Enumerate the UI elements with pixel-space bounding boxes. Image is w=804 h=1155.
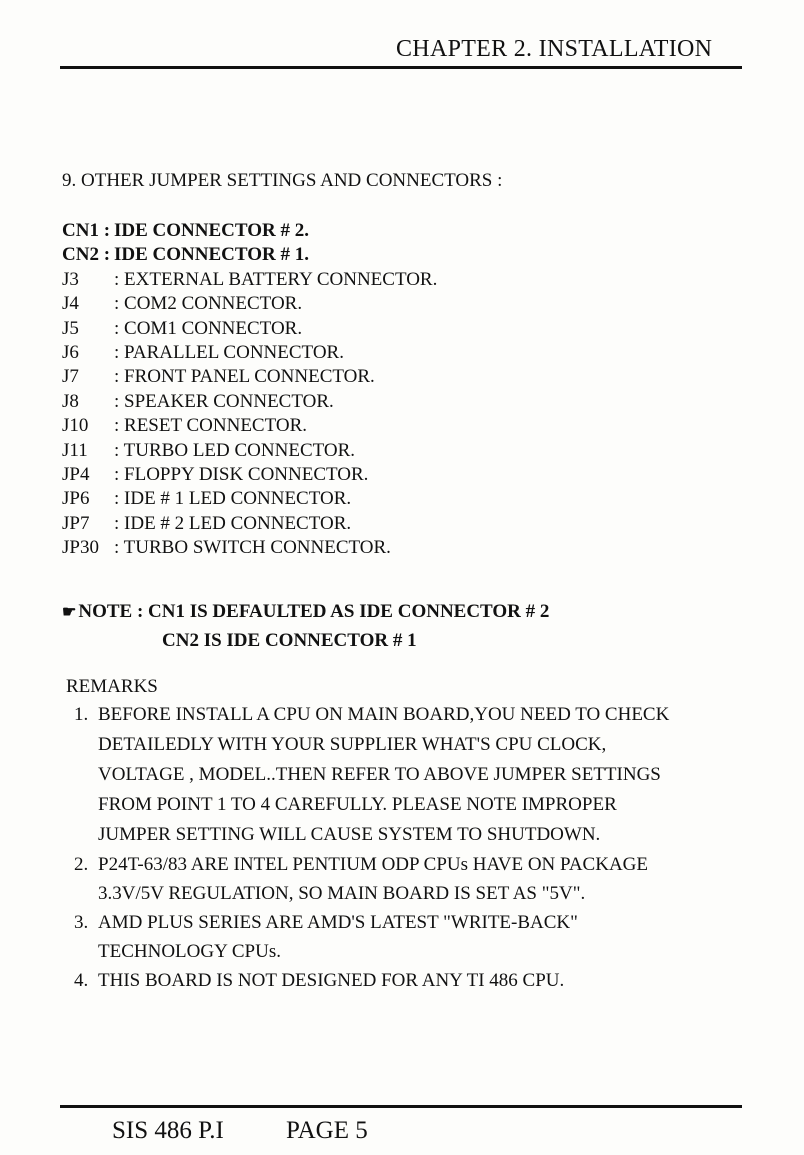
remark-item xyxy=(74,908,754,966)
connector-row xyxy=(62,341,437,365)
chapter-title: CHAPTER 2. INSTALLATION xyxy=(396,36,713,62)
remark-line: BEFORE INSTALL A CPU ON MAIN BOARD,YOU NEED TO CHECK xyxy=(98,704,670,725)
remark-line: AMD PLUS SERIES ARE AMD'S LATEST "WRITE-BACK" xyxy=(98,912,578,933)
remark-item xyxy=(74,850,754,908)
connector-row xyxy=(62,365,437,389)
note-text: NOTE : CN1 IS DEFAULTED AS IDE CONNECTOR # 2 xyxy=(78,601,550,622)
connector-id: J5 xyxy=(62,317,79,339)
connector-row xyxy=(62,512,437,536)
connector-id: JP30 xyxy=(62,537,99,559)
remark-line: THIS BOARD IS NOT DESIGNED FOR ANY TI 486 CPU. xyxy=(98,970,565,991)
connector-id: J7 xyxy=(62,366,79,388)
connector-id: J3 xyxy=(62,268,79,290)
connector-id: J4 xyxy=(62,293,79,315)
remark-item xyxy=(74,700,754,850)
note-line xyxy=(62,597,549,626)
pointing-hand-icon: ☛ xyxy=(62,604,77,621)
connector-desc: : SPEAKER CONNECTOR. xyxy=(114,390,334,412)
connector-row xyxy=(62,390,437,414)
remark-number: 1. xyxy=(74,704,89,725)
connector-id: CN2 : xyxy=(62,244,111,266)
connector-id: J6 xyxy=(62,341,79,363)
remark-number: 4. xyxy=(74,970,89,991)
remark-number: 3. xyxy=(74,912,89,933)
connector-row xyxy=(62,463,437,487)
footer-rule xyxy=(60,1105,742,1108)
section-title: 9. OTHER JUMPER SETTINGS AND CONNECTORS : xyxy=(62,170,503,191)
connector-id: J8 xyxy=(62,390,79,412)
connector-desc: : TURBO SWITCH CONNECTOR. xyxy=(114,537,391,559)
note-line xyxy=(62,626,549,655)
remark-line: 3.3V/5V REGULATION, SO MAIN BOARD IS SET AS "5V". xyxy=(98,883,586,904)
remarks-list xyxy=(74,700,754,995)
remark-line: P24T-63/83 ARE INTEL PENTIUM ODP CPUs HAVE ON PACKAGE xyxy=(98,854,648,875)
connector-row xyxy=(62,414,437,438)
connector-row xyxy=(62,439,437,463)
connector-desc: : FRONT PANEL CONNECTOR. xyxy=(114,366,375,388)
remark-line: FROM POINT 1 TO 4 CAREFULLY. PLEASE NOTE IMPROPER xyxy=(98,794,617,815)
connector-desc: : PARALLEL CONNECTOR. xyxy=(114,341,344,363)
remark-item xyxy=(74,966,754,995)
connector-row xyxy=(62,268,437,292)
connector-desc: : TURBO LED CONNECTOR. xyxy=(114,439,356,461)
connector-desc: : IDE # 1 LED CONNECTOR. xyxy=(114,488,352,510)
connector-id: JP6 xyxy=(62,488,90,510)
note-text: CN2 IS IDE CONNECTOR # 1 xyxy=(162,630,417,651)
connector-desc: IDE CONNECTOR # 1. xyxy=(114,244,309,266)
connector-row xyxy=(62,292,437,316)
connector-desc: : FLOPPY DISK CONNECTOR. xyxy=(114,463,369,485)
remark-line: VOLTAGE , MODEL..THEN REFER TO ABOVE JUMPER SETTINGS xyxy=(98,764,661,785)
header-rule xyxy=(60,66,742,69)
connector-desc: : COM2 CONNECTOR. xyxy=(114,293,303,315)
connector-row xyxy=(62,317,437,341)
connector-row xyxy=(62,487,437,511)
connector-desc: : EXTERNAL BATTERY CONNECTOR. xyxy=(114,268,438,290)
note-block xyxy=(62,597,549,655)
connector-row xyxy=(62,243,437,267)
connector-desc: IDE CONNECTOR # 2. xyxy=(114,220,309,241)
remark-line: JUMPER SETTING WILL CAUSE SYSTEM TO SHUTDOWN. xyxy=(98,824,601,845)
remarks-heading: REMARKS xyxy=(66,676,158,697)
connector-list xyxy=(62,219,437,560)
footer-board-name: SIS 486 P.I xyxy=(112,1117,224,1144)
connector-id: CN1 : xyxy=(62,220,111,241)
connector-row xyxy=(62,536,437,560)
connector-id: JP7 xyxy=(62,512,90,534)
remark-line: DETAILEDLY WITH YOUR SUPPLIER WHAT'S CPU CLOCK, xyxy=(98,734,607,755)
connector-id: J11 xyxy=(62,439,88,461)
page-footer xyxy=(112,1117,368,1145)
connector-desc: : IDE # 2 LED CONNECTOR. xyxy=(114,512,352,534)
connector-id: J10 xyxy=(62,415,89,437)
connector-id: JP4 xyxy=(62,463,90,485)
remark-number: 2. xyxy=(74,854,89,875)
connector-desc: : RESET CONNECTOR. xyxy=(114,415,308,437)
connector-desc: : COM1 CONNECTOR. xyxy=(114,317,303,339)
remark-line: TECHNOLOGY CPUs. xyxy=(98,941,281,962)
footer-page-number: PAGE 5 xyxy=(286,1117,368,1144)
connector-row xyxy=(62,219,437,243)
